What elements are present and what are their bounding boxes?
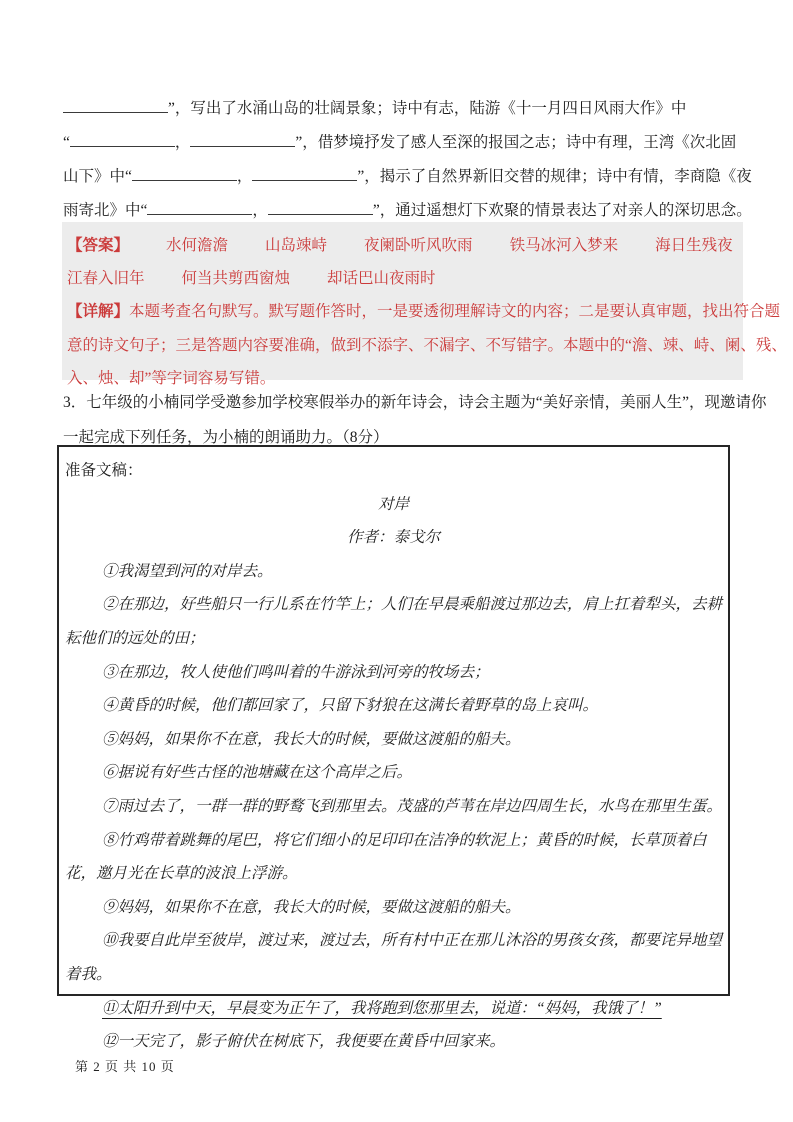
answer-block: [62, 222, 787, 387]
answer-item: 却话巴山夜雨时: [327, 270, 436, 288]
poem-box-header: 准备文稿：: [65, 462, 143, 479]
detail-text: 意的诗文句子；三是答题内容要准确，做到不添字、不漏字、不写错字。本题中的“澹、竦、峙、阑、残、: [67, 336, 787, 354]
detail-line: [67, 329, 787, 362]
answer-row: [67, 229, 737, 262]
question-line: 一起完成下列任务，为小楠的朗诵助力。（8分）: [63, 429, 389, 446]
answer-item: 山岛竦峙: [265, 237, 328, 254]
detail-text: 本题考查名句默写。默写题作答时，一是要透彻理解诗文的内容；二是要认真审题，找出符合题: [129, 303, 781, 321]
intro-line: [63, 126, 741, 160]
fill-in-blank: [268, 201, 373, 215]
fill-in-blank: [63, 99, 168, 113]
intro-text: ”，借梦境抒发了感人至深的报国之志；诗中有理，王湾《次北固: [295, 134, 737, 151]
intro-text: ，: [236, 168, 253, 185]
answer-item: 江春入旧年: [67, 270, 145, 288]
fill-in-blank: [190, 133, 295, 147]
poem-line: ⑤妈妈，如果你不在意，我长大的时候，要做这渡船的船夫。: [102, 730, 521, 748]
poem-line: ⑧竹鸡带着跳舞的尾巴，将它们细小的足印印在洁净的软泥上；黄昏的时候，长草顶着白花，邀月光在长草的波浪上浮游。: [65, 831, 707, 883]
intro-text: ，: [174, 134, 191, 151]
poem-box: [57, 445, 730, 1051]
intro-text: ”，写出了水涌山岛的壮阔景象；诗中有志，陆游《十一月四日风雨大作》中: [168, 100, 687, 117]
detail-label: 【详解】: [67, 303, 130, 321]
fill-in-blank: [252, 167, 357, 181]
answer-item: 水何澹澹: [166, 237, 229, 254]
poem-line: ⑪太阳升到中天，早晨变为正午了，我将跑到您那里去，说道：“妈妈，我饿了！”: [102, 999, 662, 1017]
answer-row: [67, 262, 737, 295]
page-number-footer: 第 2 页 共 10 页: [75, 1059, 175, 1074]
answer-item: 何当共剪西窗烛: [181, 270, 291, 288]
poem-line: ③在那边，牧人使他们鸣叫着的牛游泳到河旁的牧场去；: [102, 663, 490, 681]
answer-rows: [67, 229, 737, 295]
fill-in-blank: [70, 133, 175, 147]
intro-text: ”，揭示了自然界新旧交替的规律；诗中有情，李商隐《夜: [357, 168, 752, 185]
intro-text: “: [63, 134, 70, 151]
poem-body: [65, 555, 722, 1059]
intro-text: ，: [252, 202, 268, 219]
intro-text: 山下》中“: [63, 168, 132, 185]
intro-line: [63, 92, 741, 126]
poem-line: ④黄昏的时候，他们都回家了，只留下豺狼在这满长着野草的岛上哀叫。: [102, 697, 599, 715]
intro-text: ”，通过遥想灯下欢聚的情景表达了对亲人的深切思念。: [372, 202, 752, 219]
fill-in-blank: [147, 201, 252, 215]
intro-paragraph: [63, 92, 752, 228]
answer-item: 海日生残夜: [655, 237, 733, 254]
poem-line: ②在那边，好些船只一行儿系在竹竿上；人们在早晨乘船渡过那边去，肩上扛着犁头，去耕耘他们的远处的田；: [65, 596, 723, 647]
poem-line: ⑩我要自此岸至彼岸，渡过来，渡过去，所有村中正在那儿沐浴的男孩女孩，都要诧异地望着我。: [65, 932, 723, 983]
poem-line: ⑥据说有好些古怪的池塘藏在这个高岸之后。: [102, 764, 413, 782]
answer-label: 【答案】: [67, 237, 130, 254]
intro-text: 雨寄北》中“: [63, 202, 148, 219]
poem-title: 对岸: [377, 495, 409, 513]
answer-item: 夜阑卧听风吹雨: [364, 237, 473, 254]
detail-explanation: [67, 295, 787, 395]
poem-line: ①我渴望到河的对岸去。: [102, 562, 273, 580]
detail-text: 入、烛、却”等字词容易写错。: [67, 369, 276, 387]
detail-line: [67, 295, 781, 328]
question-line: 3．七年级的小楠同学受邀参加学校寒假举办的新年诗会，诗会主题为“美好亲情，美丽人生”，现邀请你: [63, 394, 767, 411]
fill-in-blank: [132, 167, 237, 181]
poem-author: 作者：泰戈尔: [346, 529, 440, 547]
poem-line: ⑫一天完了，影子俯伏在树底下，我便要在黄昏中回家来。: [102, 1033, 506, 1051]
intro-line: [63, 160, 752, 194]
answer-item: 铁马冰河入梦来: [509, 237, 619, 254]
poem-line: ⑦雨过去了，一群一群的野鹜飞到那里去。茂盛的芦苇在岸边四周生长，水鸟在那里生蛋。: [102, 797, 723, 815]
poem-line: ⑨妈妈，如果你不在意，我长大的时候，要做这渡船的船夫。: [102, 898, 521, 916]
